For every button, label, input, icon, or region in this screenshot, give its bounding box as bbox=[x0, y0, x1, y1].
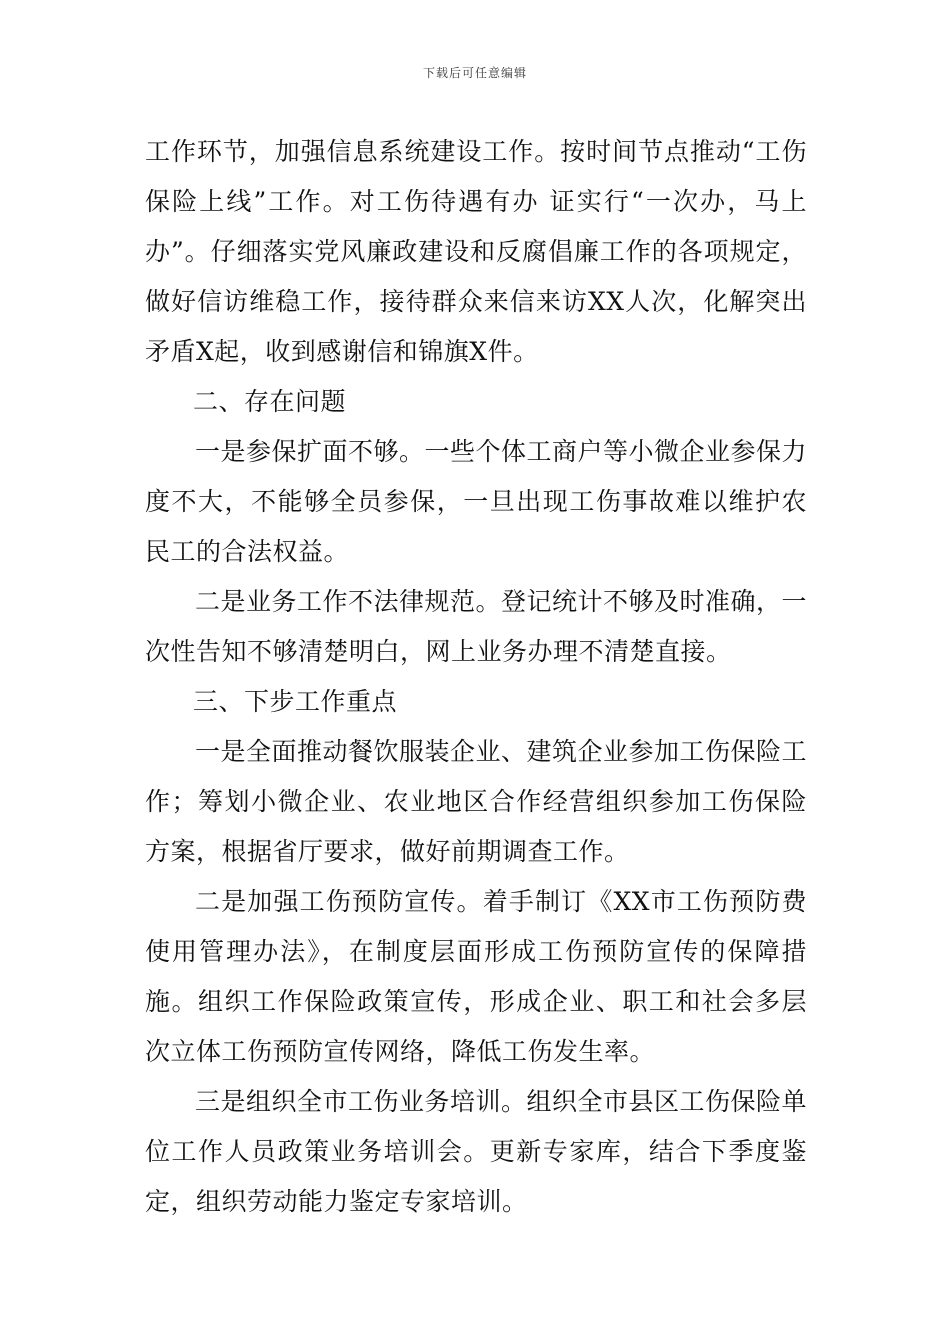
page-header-note: 下载后可任意编辑 bbox=[422, 66, 527, 80]
paragraph-problem-1: 一是参保扩面不够。一些个体工商户等小微企业参保力度不大，不能够全员参保，一旦出现工伤事故难以维护农民工的合法权益。 bbox=[145, 437, 808, 566]
document-body bbox=[145, 127, 807, 1227]
paragraph-problem-2: 二是业务工作不法律规范。登记统计不够及时准确，一次性告知不够清楚明白，网上业务办理不清楚直接。 bbox=[145, 587, 808, 666]
section-heading-next-steps: 三、下步工作重点 bbox=[193, 687, 398, 716]
paragraph-next-step-3: 三是组织全市工伤业务培训。组织全市县区工伤保险单位工作人员政策业务培训会。更新专家库，结合下季度鉴定，组织劳动能力鉴定专家培训。 bbox=[145, 1087, 808, 1216]
paragraph-next-step-2: 二是加强工伤预防宣传。着手制订《XX市工伤预防费使用管理办法》，在制度层面形成工伤预防宣传的保障措施。组织工作保险政策宣传，形成企业、职工和社会多层次立体工伤预防宣传网络，降低工伤发生率。 bbox=[145, 887, 807, 1066]
paragraph-continuation: 工作环节，加强信息系统建设工作。按时间节点推动“工伤保险上线”工作。对工伤待遇有办 证实行“一次办，马上办”。仔细落实党风廉政建设和反腐倡廉工作的各项规定，做好信访维稳工作，接待群众来信来访XX人次，化解突出矛盾X起，收到感谢信和锦旗X件。 bbox=[145, 137, 807, 366]
section-heading-problems: 二、存在问题 bbox=[193, 387, 347, 416]
paragraph-next-step-1: 一是全面推动餐饮服装企业、建筑企业参加工伤保险工作；筹划小微企业、农业地区合作经营组织参加工伤保险方案，根据省厅要求，做好前期调查工作。 bbox=[145, 737, 808, 866]
